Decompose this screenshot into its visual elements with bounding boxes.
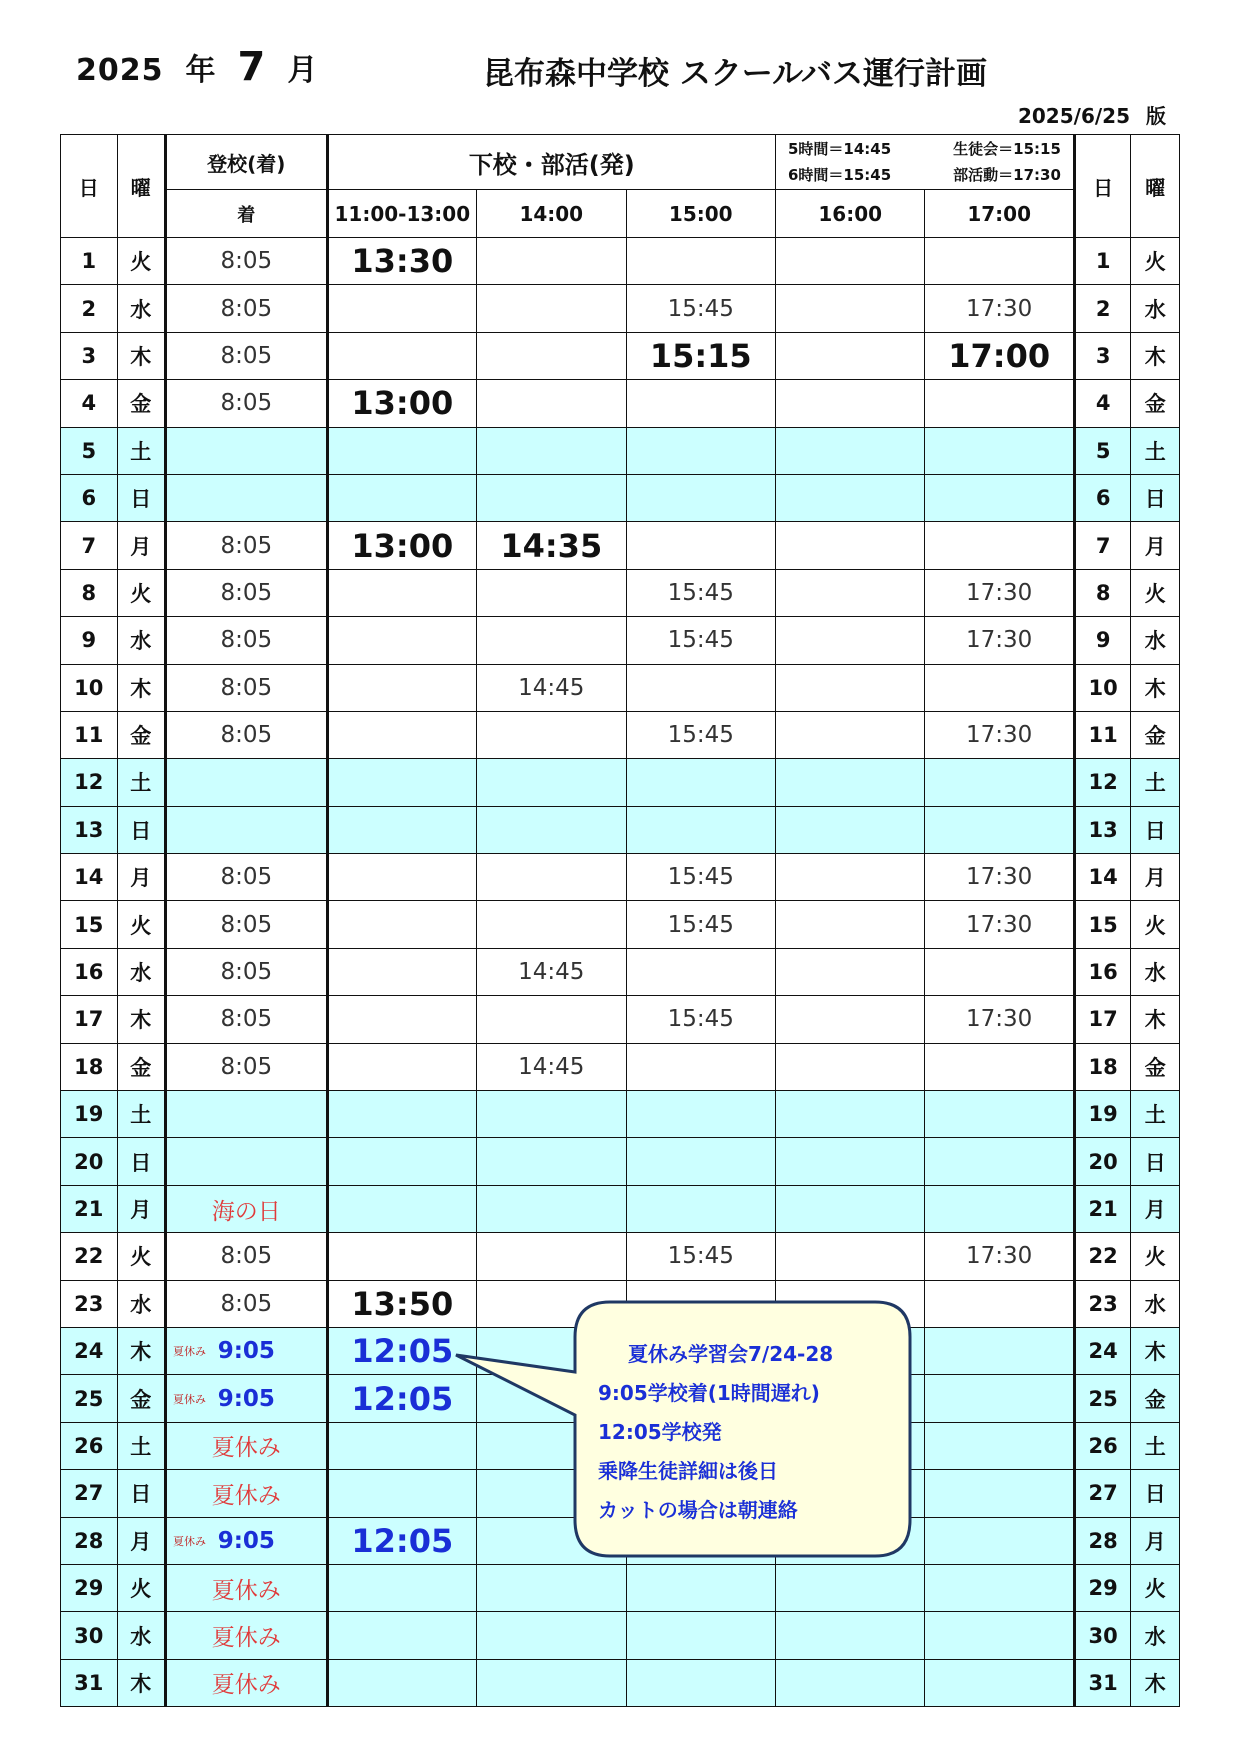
callout-text [598, 1335, 898, 1530]
day-cell: 5 [61, 427, 118, 474]
weekday-cell: 土 [117, 427, 165, 474]
departure-time: 15:45 [667, 864, 734, 891]
note-5h: 5時間＝14:45 [787, 140, 892, 158]
arrive-time: 8:05 [220, 248, 273, 275]
arrive-time: 8:05 [220, 864, 273, 891]
right-day-cell: 12 [1074, 759, 1131, 806]
weekday-cell: 水 [117, 285, 165, 332]
right-weekday-cell: 土 [1131, 759, 1180, 806]
departure-time: 15:45 [667, 295, 734, 322]
header-year-unit: 年 [185, 53, 216, 88]
arrive-time: 8:05 [220, 959, 273, 986]
departure-time: 13:30 [351, 242, 454, 281]
arrive-time: 8:05 [220, 342, 273, 369]
version-label: 版 [1146, 104, 1166, 128]
right-day-cell: 30 [1074, 1612, 1131, 1659]
callout-line-5: カットの場合は朝連絡 [598, 1498, 798, 1522]
arrive-time: 8:05 [220, 1290, 273, 1317]
right-day-cell: 4 [1074, 380, 1131, 427]
right-day-cell: 3 [1074, 332, 1131, 379]
day-cell: 24 [61, 1327, 118, 1374]
right-weekday-cell: 木 [1131, 996, 1180, 1043]
right-weekday-cell: 月 [1131, 522, 1180, 569]
weekday-cell: 日 [117, 1470, 165, 1517]
right-weekday-cell: 月 [1131, 854, 1180, 901]
departure-time: 13:00 [351, 384, 454, 423]
weekday-cell: 火 [117, 238, 165, 285]
day-cell: 9 [61, 617, 118, 664]
arrive-tag: 夏休み [173, 1392, 207, 1406]
day-cell: 28 [61, 1517, 118, 1564]
day-cell: 16 [61, 948, 118, 995]
day-cell: 31 [61, 1659, 118, 1706]
right-weekday-cell: 日 [1131, 1470, 1180, 1517]
departure-time: 13:00 [351, 526, 454, 565]
note-council: 生徒会＝15:15 [953, 140, 1061, 158]
weekday-cell: 土 [117, 1091, 165, 1138]
arrive-tag: 夏休み [173, 1534, 207, 1548]
arrive-note: 夏休み [211, 1625, 281, 1652]
right-day-cell: 24 [1074, 1327, 1131, 1374]
right-day-cell: 20 [1074, 1138, 1131, 1185]
departure-time: 15:45 [667, 627, 734, 654]
header-month: 7 [237, 44, 266, 90]
day-cell: 2 [61, 285, 118, 332]
arrive-time: 8:05 [220, 1053, 273, 1080]
col-head-slot-5: 17:00 [925, 190, 1074, 238]
note-6h: 6時間＝15:45 [787, 166, 892, 184]
weekday-cell: 水 [117, 617, 165, 664]
col-head-weekday: 曜 [117, 135, 165, 238]
right-day-cell: 14 [1074, 854, 1131, 901]
right-weekday-cell: 木 [1131, 1327, 1180, 1374]
col-head-right-day: 日 [1074, 135, 1131, 238]
right-weekday-cell: 水 [1131, 1280, 1180, 1327]
weekday-cell: 金 [117, 711, 165, 758]
day-cell: 17 [61, 996, 118, 1043]
weekday-cell: 木 [117, 1659, 165, 1706]
right-weekday-cell: 金 [1131, 1375, 1180, 1422]
weekday-cell: 月 [117, 522, 165, 569]
weekday-cell: 金 [117, 1375, 165, 1422]
right-weekday-cell: 日 [1131, 1138, 1180, 1185]
arrive-note: 夏休み [211, 1577, 281, 1604]
departure-time: 17:30 [966, 864, 1033, 891]
departure-time: 17:30 [966, 1006, 1033, 1033]
col-head-day: 日 [61, 135, 118, 238]
weekday-cell: 月 [117, 854, 165, 901]
right-day-cell: 25 [1074, 1375, 1131, 1422]
arrive-note: 夏休み [211, 1482, 281, 1509]
day-cell: 4 [61, 380, 118, 427]
col-head-slot-1: 11:00-13:00 [327, 190, 476, 238]
departure-time: 17:00 [948, 336, 1051, 375]
right-weekday-cell: 月 [1131, 1517, 1180, 1564]
arrive-time: 8:05 [220, 674, 273, 701]
header-month-unit: 月 [287, 53, 318, 88]
day-cell: 6 [61, 474, 118, 521]
right-day-cell: 28 [1074, 1517, 1131, 1564]
weekday-cell: 土 [117, 759, 165, 806]
right-weekday-cell: 火 [1131, 238, 1180, 285]
weekday-cell: 日 [117, 1138, 165, 1185]
right-day-cell: 17 [1074, 996, 1131, 1043]
right-weekday-cell: 木 [1131, 1659, 1180, 1706]
right-day-cell: 6 [1074, 474, 1131, 521]
right-day-cell: 19 [1074, 1091, 1131, 1138]
departure-time: 17:30 [966, 911, 1033, 938]
callout-line-4: 乗降生徒詳細は後日 [598, 1459, 778, 1483]
day-cell: 27 [61, 1470, 118, 1517]
weekday-cell: 木 [117, 996, 165, 1043]
weekday-cell: 水 [117, 1280, 165, 1327]
right-weekday-cell: 火 [1131, 1233, 1180, 1280]
day-cell: 12 [61, 759, 118, 806]
departure-time: 17:30 [966, 295, 1033, 322]
day-cell: 10 [61, 664, 118, 711]
arrive-note: 海の日 [211, 1198, 281, 1225]
weekday-cell: 水 [117, 948, 165, 995]
departure-time: 17:30 [966, 579, 1033, 606]
right-day-cell: 9 [1074, 617, 1131, 664]
day-cell: 13 [61, 806, 118, 853]
right-weekday-cell: 火 [1131, 1564, 1180, 1611]
day-cell: 21 [61, 1185, 118, 1232]
right-day-cell: 5 [1074, 427, 1131, 474]
weekday-cell: 火 [117, 1564, 165, 1611]
right-weekday-cell: 月 [1131, 1185, 1180, 1232]
day-cell: 8 [61, 569, 118, 616]
departure-time: 14:45 [518, 674, 585, 701]
right-day-cell: 10 [1074, 664, 1131, 711]
arrive-tag: 夏休み [173, 1345, 207, 1359]
arrive-time: 8:05 [220, 627, 273, 654]
day-cell: 29 [61, 1564, 118, 1611]
note-club: 部活動＝17:30 [953, 166, 1061, 184]
weekday-cell: 火 [117, 569, 165, 616]
weekday-cell: 月 [117, 1517, 165, 1564]
arrive-note: 夏休み [211, 1435, 281, 1462]
arrive-time: 8:05 [220, 1243, 273, 1270]
day-cell: 15 [61, 901, 118, 948]
arrive-time: 8:05 [220, 390, 273, 417]
col-head-slot-4: 16:00 [775, 190, 924, 238]
departure-time: 15:45 [667, 1006, 734, 1033]
right-day-cell: 26 [1074, 1422, 1131, 1469]
right-day-cell: 1 [1074, 238, 1131, 285]
weekday-cell: 火 [117, 901, 165, 948]
day-cell: 7 [61, 522, 118, 569]
weekday-cell: 木 [117, 1327, 165, 1374]
day-cell: 18 [61, 1043, 118, 1090]
arrive-time: 9:05 [217, 1338, 275, 1365]
weekday-cell: 日 [117, 806, 165, 853]
right-weekday-cell: 木 [1131, 664, 1180, 711]
weekday-cell: 月 [117, 1185, 165, 1232]
departure-time: 15:15 [649, 336, 752, 375]
callout-line-3: 12:05学校発 [598, 1420, 722, 1444]
weekday-cell: 火 [117, 1233, 165, 1280]
departure-time: 15:45 [667, 722, 734, 749]
right-day-cell: 8 [1074, 569, 1131, 616]
right-weekday-cell: 土 [1131, 1422, 1180, 1469]
right-day-cell: 31 [1074, 1659, 1131, 1706]
right-day-cell: 7 [1074, 522, 1131, 569]
weekday-cell: 土 [117, 1422, 165, 1469]
col-head-slot-2: 14:00 [477, 190, 626, 238]
right-day-cell: 13 [1074, 806, 1131, 853]
right-weekday-cell: 水 [1131, 1612, 1180, 1659]
right-weekday-cell: 金 [1131, 711, 1180, 758]
depart-group-label: 下校・部活(発) [468, 150, 635, 179]
right-weekday-cell: 日 [1131, 806, 1180, 853]
page-title: 昆布森中学校 スクールバス運行計画 [483, 56, 988, 92]
departure-time: 12:05 [351, 1521, 454, 1560]
day-cell: 22 [61, 1233, 118, 1280]
arrive-time: 9:05 [217, 1527, 275, 1554]
right-day-cell: 27 [1074, 1470, 1131, 1517]
departure-time: 17:30 [966, 627, 1033, 654]
day-cell: 20 [61, 1138, 118, 1185]
right-day-cell: 21 [1074, 1185, 1131, 1232]
departure-time: 17:30 [966, 722, 1033, 749]
right-weekday-cell: 火 [1131, 901, 1180, 948]
version-date: 2025/6/25 [1017, 104, 1130, 128]
right-day-cell: 15 [1074, 901, 1131, 948]
day-cell: 19 [61, 1091, 118, 1138]
departure-time: 17:30 [966, 1243, 1033, 1270]
right-weekday-cell: 土 [1131, 1091, 1180, 1138]
col-head-arrive-group: 登校(着) [166, 135, 328, 190]
right-day-cell: 22 [1074, 1233, 1131, 1280]
day-cell: 26 [61, 1422, 118, 1469]
departure-time: 12:05 [351, 1379, 454, 1418]
col-head-right-weekday: 曜 [1131, 135, 1180, 238]
right-day-cell: 2 [1074, 285, 1131, 332]
right-weekday-cell: 木 [1131, 332, 1180, 379]
right-weekday-cell: 土 [1131, 427, 1180, 474]
header-year: 2025 [76, 53, 164, 88]
departure-time: 12:05 [351, 1332, 454, 1371]
right-weekday-cell: 金 [1131, 380, 1180, 427]
arrive-time: 8:05 [220, 532, 273, 559]
col-head-arrive: 着 [166, 190, 328, 238]
day-cell: 3 [61, 332, 118, 379]
arrive-time: 9:05 [217, 1385, 275, 1412]
right-weekday-cell: 水 [1131, 285, 1180, 332]
right-day-cell: 11 [1074, 711, 1131, 758]
weekday-cell: 水 [117, 1612, 165, 1659]
weekday-cell: 金 [117, 1043, 165, 1090]
day-cell: 11 [61, 711, 118, 758]
callout-line-1: 夏休み学習会7/24-28 [628, 1342, 834, 1366]
col-head-slot-3: 15:00 [626, 190, 775, 238]
departure-time: 14:35 [500, 526, 603, 565]
right-day-cell: 29 [1074, 1564, 1131, 1611]
callout-line-2: 9:05学校着(1時間遅れ) [598, 1381, 820, 1405]
right-day-cell: 23 [1074, 1280, 1131, 1327]
weekday-cell: 日 [117, 474, 165, 521]
arrive-time: 8:05 [220, 722, 273, 749]
departure-time: 14:45 [518, 1053, 585, 1080]
departure-time: 15:45 [667, 579, 734, 606]
right-day-cell: 18 [1074, 1043, 1131, 1090]
departure-time: 15:45 [667, 1243, 734, 1270]
day-cell: 25 [61, 1375, 118, 1422]
arrive-time: 8:05 [220, 911, 273, 938]
weekday-cell: 木 [117, 332, 165, 379]
right-day-cell: 16 [1074, 948, 1131, 995]
day-cell: 14 [61, 854, 118, 901]
weekday-cell: 金 [117, 380, 165, 427]
arrive-time: 8:05 [220, 295, 273, 322]
departure-time: 13:50 [351, 1284, 454, 1323]
right-weekday-cell: 火 [1131, 569, 1180, 616]
right-weekday-cell: 水 [1131, 617, 1180, 664]
weekday-cell: 木 [117, 664, 165, 711]
departure-time: 15:45 [667, 911, 734, 938]
arrive-time: 8:05 [220, 579, 273, 606]
arrive-time: 8:05 [220, 1006, 273, 1033]
right-weekday-cell: 水 [1131, 948, 1180, 995]
day-cell: 23 [61, 1280, 118, 1327]
day-cell: 1 [61, 238, 118, 285]
day-cell: 30 [61, 1612, 118, 1659]
right-weekday-cell: 金 [1131, 1043, 1180, 1090]
arrive-note: 夏休み [211, 1672, 281, 1699]
right-weekday-cell: 日 [1131, 474, 1180, 521]
departure-time: 14:45 [518, 959, 585, 986]
